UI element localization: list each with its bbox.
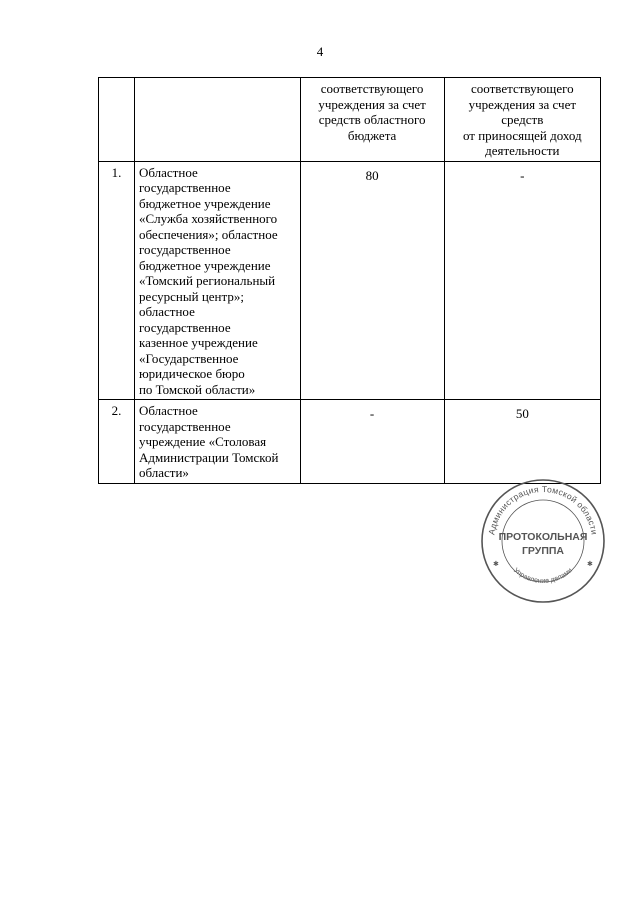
institution-name-line: «Томский региональный — [138, 273, 276, 288]
income-value: - — [520, 167, 525, 183]
header-income-cell — [444, 78, 600, 162]
institution-name-line: бюджетное учреждение — [138, 195, 271, 211]
institution-name-line: по Томской области» — [138, 381, 256, 397]
institution-name-line: обеспечения»; областное — [138, 226, 278, 242]
row-number: 2. — [99, 400, 135, 484]
institution-name-line: Администрации Томской — [138, 449, 279, 465]
institution-name-line: Областное — [138, 403, 198, 418]
income-value-cell — [444, 400, 600, 484]
stamp-bottom-text: Управление делами — [512, 567, 574, 585]
table-header-row — [99, 78, 601, 162]
header-budget-line: соответствующего — [320, 81, 424, 96]
stamp-outer-text: Администрация Томской области — [486, 483, 600, 536]
institution-name-line: государственное — [138, 418, 231, 434]
row-number: 1. — [99, 161, 135, 400]
star-icon — [493, 560, 593, 568]
header-name-cell — [134, 78, 300, 162]
income-value-cell — [444, 161, 600, 400]
institution-name-line: учреждение «Столовая — [138, 434, 267, 449]
svg-text:✱: ✱ — [493, 560, 499, 568]
header-income-line: соответствующего — [471, 81, 574, 96]
budget-value: - — [369, 406, 375, 421]
header-income-line: средств — [501, 112, 544, 127]
stamp-center-line2: ГРУППА — [521, 545, 565, 557]
svg-text:✱: ✱ — [587, 560, 593, 568]
institution-name-line: «Государственное — [138, 350, 239, 366]
header-budget-line: учреждения за счет — [318, 96, 426, 112]
header-budget-cell — [300, 78, 444, 162]
stamp-center-line1: ПРОТОКОЛЬНАЯ — [498, 531, 588, 543]
header-budget-line: бюджета — [347, 127, 397, 143]
institution-name-line: государственное — [138, 319, 231, 335]
budget-value-cell — [300, 161, 444, 400]
institution-name-line: областное — [138, 304, 195, 319]
institution-name-line: государственное — [138, 242, 231, 257]
table-row — [99, 400, 601, 484]
header-budget-line: средств областного — [318, 112, 426, 127]
institution-name-cell — [134, 400, 300, 484]
institution-name-line: казенное учреждение — [138, 335, 258, 350]
institution-name-line: Областное — [138, 164, 198, 180]
header-num-cell — [99, 78, 135, 162]
income-value: 50 — [515, 406, 529, 421]
header-income-line: деятельности — [485, 143, 560, 158]
header-income-line: учреждения за счет — [468, 96, 577, 112]
official-stamp — [480, 478, 606, 604]
institution-name-line: юридическое бюро — [138, 366, 245, 381]
institution-name-line: бюджетное учреждение — [138, 257, 271, 273]
institution-name-line: ресурсный центр»; — [138, 288, 244, 304]
institution-name-line: государственное — [138, 180, 231, 195]
table-row — [99, 161, 601, 400]
distribution-table — [98, 77, 601, 484]
header-income-line: от приносящей доход — [462, 127, 582, 143]
institution-name-line: «Служба хозяйственного — [138, 211, 278, 226]
institution-name-cell — [134, 161, 300, 400]
budget-value-cell — [300, 400, 444, 484]
institution-name-line: области» — [138, 465, 189, 480]
page-number: 4 — [316, 44, 324, 59]
budget-value: 80 — [365, 167, 379, 183]
